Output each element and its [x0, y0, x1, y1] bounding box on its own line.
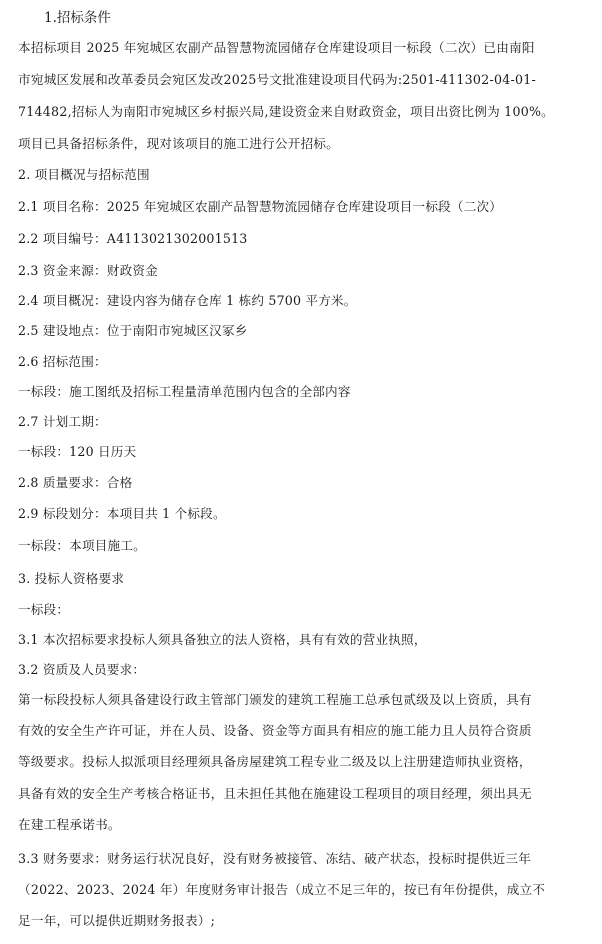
- heading-bidder-qualification: 3. 投标人资格要求: [18, 571, 125, 586]
- item-project-number: 2.2 项目编号：A4113021302001513: [18, 231, 248, 246]
- paragraph-line: 等级要求。投标人拟派项目经理须具备房屋建筑工程专业二级及以上注册建造师执业资格，: [18, 754, 532, 769]
- item-legal-entity: 3.1 本次招标要求投标人须具备独立的法人资格，具有有效的营业执照，: [18, 632, 427, 647]
- item-project-name: 2.1 项目名称：2025 年宛城区农副产品智慧物流园储存仓库建设项目一标段（二次）: [18, 199, 503, 214]
- item-bid-scope: 2.6 招标范围：: [18, 354, 107, 369]
- item-lot-division: 2.9 标段划分：本项目共 1 个标段。: [18, 506, 226, 521]
- item-qualification-personnel: 3.2 资质及人员要求：: [18, 662, 146, 677]
- item-fund-source: 2.3 资金来源：财政资金: [18, 263, 158, 278]
- item-bid-scope-lot1: 一标段：施工图纸及招标工程量清单范围内包含的全部内容: [18, 384, 351, 399]
- paragraph-line: 足一年，可以提供近期财务报表）;: [18, 913, 216, 928]
- item-lot-division-lot1: 一标段：本项目施工。: [18, 538, 146, 553]
- item-lot1-label: 一标段：: [18, 602, 70, 617]
- paragraph-line: 本招标项目 2025 年宛城区农副产品智慧物流园储存仓库建设项目一标段（二次）已由南阳: [18, 40, 535, 55]
- item-project-overview: 2.4 项目概况：建设内容为储存仓库 1 栋约 5700 平方米。: [18, 293, 357, 308]
- paragraph-line: 714482,招标人为南阳市宛城区乡村振兴局,建设资金来自财政资金，项目出资比例为 100%。: [18, 104, 555, 119]
- paragraph-line: 具备有效的安全生产考核合格证书，且未担任其他在施建设工程项目的项目经理，须出具无: [18, 786, 532, 801]
- heading-bid-conditions: 1.招标条件: [44, 10, 111, 26]
- paragraph-line: 项目已具备招标条件，现对该项目的施工进行公开招标。: [18, 136, 340, 151]
- item-quality: 2.8 质量要求：合格: [18, 475, 133, 490]
- item-schedule-lot1: 一标段：120 日历天: [18, 444, 137, 459]
- item-schedule: 2.7 计划工期：: [18, 414, 107, 429]
- paragraph-line: 在建工程承诺书。: [18, 817, 121, 832]
- paragraph-line: 有效的安全生产许可证，并在人员、设备、资金等方面具有相应的施工能力且人员符合资质: [18, 723, 532, 738]
- heading-project-overview: 2. 项目概况与招标范围: [18, 167, 150, 182]
- item-construction-site: 2.5 建设地点：位于南阳市宛城区汉冢乡: [18, 323, 248, 338]
- paragraph-line: 第一标段投标人须具备建设行政主管部门颁发的建筑工程施工总承包贰级及以上资质，具有: [18, 692, 532, 707]
- paragraph-line: 3.3 财务要求：财务运行状况良好，没有财务被接管、冻结、破产状态，投标时提供近三年: [18, 851, 532, 866]
- paragraph-line: 市宛城区发展和改革委员会宛区发改2025号文批准建设项目代码为:2501-411302-04-01-: [18, 72, 537, 87]
- paragraph-line: （2022、2023、2024 年）年度财务审计报告（成立不足三年的，按已有年份提供，成立不: [18, 882, 546, 897]
